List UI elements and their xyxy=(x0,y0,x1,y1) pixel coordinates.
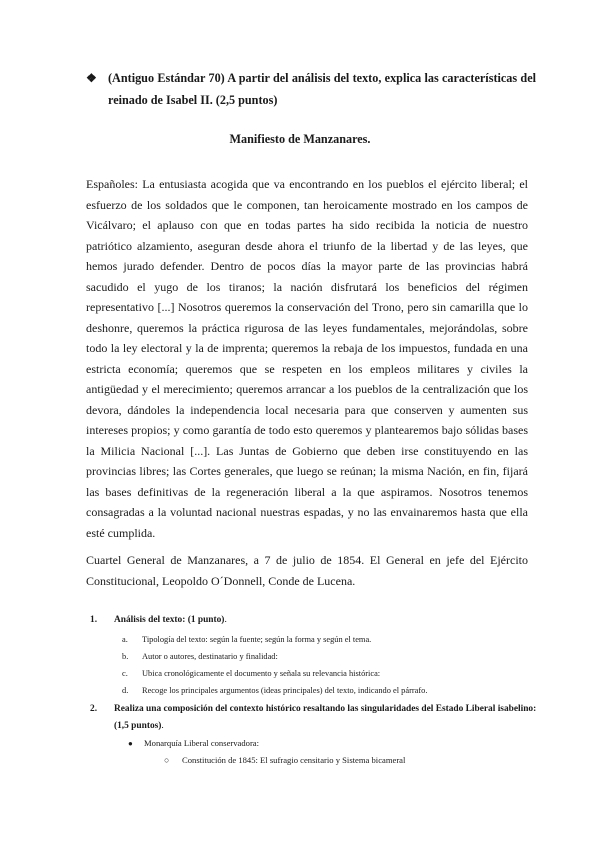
subtask-text: Tipología del texto: según la fuente; según la forma y según el tema. xyxy=(142,635,372,644)
task-number: 1. xyxy=(90,615,98,625)
diamond-bullet-icon: ❖ xyxy=(86,71,97,85)
sub-bullet-item xyxy=(86,752,546,769)
subtask-text: Ubica cronológicamente el documento y señala su relevancia histórica: xyxy=(142,669,381,678)
task-title: Análisis del texto xyxy=(114,615,183,625)
subtask-letter: c. xyxy=(122,669,128,678)
task-item xyxy=(86,612,546,629)
question-text: (Antiguo Estándar 70) A partir del análisis del texto, explica las características del reinado de Isabel II. (2,5 puntos) xyxy=(108,71,536,107)
filled-bullet-icon: ● xyxy=(128,739,133,748)
subtask-letter: d. xyxy=(122,686,129,695)
subtask-item xyxy=(86,682,546,699)
subtask-item xyxy=(86,631,546,648)
task-number: 2. xyxy=(90,704,98,714)
subtask-text: Recoge los principales argumentos (ideas principales) del texto, indicando el párrafo. xyxy=(142,686,428,695)
task-title: Realiza una composición del contexto histórico resaltando las singularidades del Estado Liberal isabelino: (1,5 puntos) xyxy=(114,704,537,731)
question-heading xyxy=(86,68,536,111)
sub-bullet-text: Constitución de 1845: El sufragio censitario y Sistema bicameral xyxy=(182,755,406,765)
subtask-item xyxy=(86,648,546,665)
subtask-text: Autor o autores, destinatario y finalidad: xyxy=(142,652,278,661)
task-points: : (1 punto) xyxy=(182,615,225,625)
task-tail: . xyxy=(161,721,164,731)
bullet-text: Monarquía Liberal conservadora: xyxy=(144,738,260,748)
subtask-item xyxy=(86,665,546,682)
task-item xyxy=(86,701,546,735)
task-tail: . xyxy=(224,615,227,625)
document-title: Manifiesto de Manzanares. xyxy=(229,132,371,146)
task-text xyxy=(114,701,546,735)
manifesto-body: Españoles: La entusiasta acogida que va encontrando en los pueblos el ejército liberal; el esfuerzo de los soldados que le componen, tan heroicamente mostrado en los campos de Vicálvaro; el aplauso con que en todas partes ha sido recibida la noticia de nuestro patriótico alzamiento, aseguran desde ahora el triunfo de la libertad y de las leyes, que hemos jurado defender. Dentro de pocos días la mayor parte de las provincias habrá sacudido el yugo de los tiranos; la nación disfrutará los beneficios del régimen representativo [...] Nosotros queremos la conservación del Trono, pero sin camarilla que lo deshonre, queremos la práctica rigurosa de las leyes fundamentales, mejorándolas, sobre todo la ley electoral y la de imprenta; queremos la rebaja de los impuestos, fundada en una estricta economía; queremos que se respeten en los empleos militares y civiles la antigüedad y el merecimiento; queremos arrancar a los pueblos de la centralización que los devora, dándoles la independencia local necesaria para que conserven y aumenten sus intereses propios; y como garantía de todo esto queremos y plantearemos bajo sólidas bases la Milicia Nacional [...]. Las Juntas de Gobierno que deben irse constituyendo en las provincias libres; las Cortes generales, que luego se reúnan; la misma Nación, en fin, fijará las bases definitivas de la regeneración liberal a la que aspiramos. Nosotros tenemos consagradas a la voluntad nacional nuestras espadas, y no las envainaremos hasta que ella esté cumplida. xyxy=(86,177,528,540)
subtask-list xyxy=(86,631,546,699)
hollow-bullet-icon: ○ xyxy=(164,755,170,765)
subtask-letter: b. xyxy=(122,652,129,661)
manifesto-signature: Cuartel General de Manzanares, a 7 de julio de 1854. El General en jefe del Ejército Constitucional, Leopoldo O´Donnell, Conde de Lucena. xyxy=(86,553,528,588)
bullet-item xyxy=(86,735,546,752)
task-list xyxy=(86,612,546,769)
task-text xyxy=(114,612,546,629)
subtask-letter: a. xyxy=(122,635,128,644)
